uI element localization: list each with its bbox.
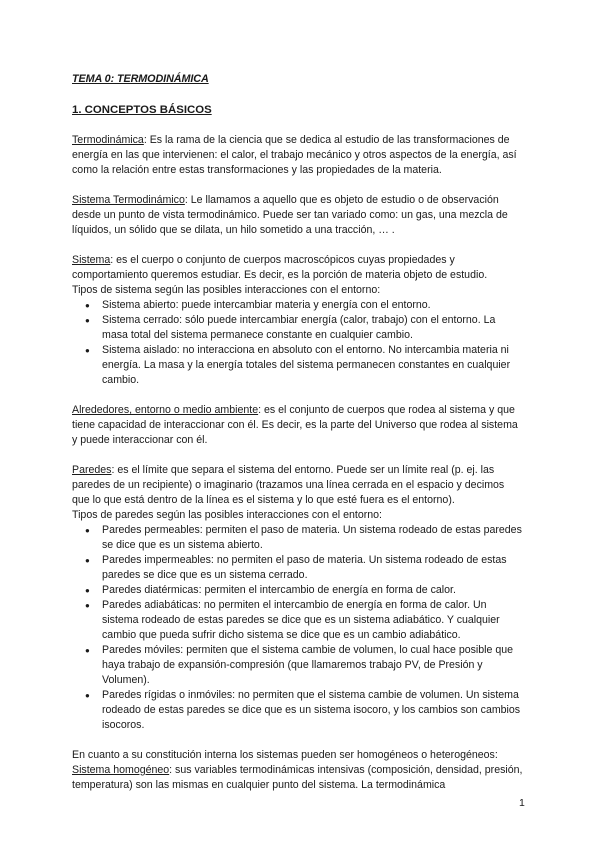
definition-termodinamica: : Es la rama de la ciencia que se dedica al estudio de las transformaciones de energía en las que intervienen: el calor, el trabajo mecánico y otros aspectos de la energía, así como la relación entre estas transformaciones y las propiedades de la materia. — [72, 134, 517, 176]
sistema-types-intro: Tipos de sistema según las posibles interacciones con el entorno: — [72, 284, 381, 296]
definition-sistema-homogeneo: : sus variables termodinámicas intensivas (composición, densidad, presión, temperatura) son las mismas en cualquier punto del sistema. La termodinámica — [72, 764, 523, 791]
paragraph-alrededores — [72, 403, 524, 448]
sistema-types-list — [72, 298, 524, 388]
definition-alrededores: : es el conjunto de cuerpos que rodea al sistema y que tiene capacidad de interaccionar con él. Es decir, es la parte del Universo que rodea al sistema y puede interaccionar con él. — [72, 404, 518, 446]
list-item: ● Sistema cerrado: sólo puede intercambiar energía (calor, trabajo) con el entorno. La masa total del sistema permanece constante en cualquier cambio. — [102, 313, 524, 343]
section-constitucion — [72, 748, 524, 793]
document-title: TEMA 0: TERMODINÁMICA — [72, 73, 209, 85]
term-paredes: Paredes — [72, 464, 112, 476]
list-item: ● Paredes rígidas o inmóviles: no permiten que el sistema cambie de volumen. Un sistema rodeado de estas paredes se dice que es un sistema isocoro, y los cambios son cambios isocoros. — [102, 688, 524, 733]
list-item: ● Paredes impermeables: no permiten el paso de materia. Un sistema rodeado de estas paredes se dice que es un sistema cerrado. — [102, 553, 524, 583]
list-item: ● Sistema abierto: puede intercambiar materia y energía con el entorno. — [102, 298, 524, 313]
paragraph-termodinamica — [72, 133, 524, 178]
section-paredes — [72, 463, 524, 733]
definition-sistema: : es el cuerpo o conjunto de cuerpos macroscópicos cuyas propiedades y comportamiento queremos estudiar. Es decir, es la porción de materia objeto de estudio. — [72, 254, 488, 281]
list-item: ● Paredes permeables: permiten el paso de materia. Un sistema rodeado de estas paredes se dice que es un sistema abierto. — [102, 523, 524, 553]
definition-paredes: : es el límite que separa el sistema del entorno. Puede ser un límite real (p. ej. las paredes de un recipiente) o imaginario (trazamos una línea cerrada en el espacio y decimos que lo que está dentro de la línea es el sistema y lo que esté fuera es el entorno). — [72, 464, 505, 506]
term-sistema: Sistema — [72, 254, 111, 266]
paragraph-paredes — [72, 463, 524, 508]
list-item: ● Paredes adiabáticas: no permiten el intercambio de energía en forma de calor. Un sistema rodeado de estas paredes se dice que es un sistema adiabático. Y cualquier cambio que pueda sufrir dicho sistema se dice que es un cambio adiabático. — [102, 598, 524, 643]
term-sistema-homogeneo: Sistema homogéneo — [72, 764, 170, 776]
paredes-types-intro: Tipos de paredes según las posibles interacciones con el entorno: — [72, 509, 382, 521]
term-alrededores: Alrededores, entorno o medio ambiente — [72, 404, 259, 416]
document-body — [72, 72, 524, 793]
list-item: ● Paredes diatérmicas: permiten el intercambio de energía en forma de calor. — [102, 583, 524, 598]
section-heading: 1. CONCEPTOS BÁSICOS — [72, 104, 212, 116]
paragraph-sistema-homogeneo — [72, 763, 524, 793]
page-number: 1 — [519, 797, 525, 809]
paragraph-sistema — [72, 253, 524, 283]
term-termodinamica: Termodinámica — [72, 134, 144, 146]
definition-sistema-termodinamico: : Le llamamos a aquello que es objeto de estudio o de observación desde un punto de vista termodinámico. Puede ser tan variado como: un gas, una mezcla de líquidos, un sólido que se dilata, un hilo sometido a una tracción, … . — [72, 194, 508, 236]
section-sistema — [72, 253, 524, 388]
paredes-types-list — [72, 523, 524, 733]
paragraph-sistema-termodinamico — [72, 193, 524, 238]
term-sistema-termodinamico: Sistema Termodinámico — [72, 194, 185, 206]
list-item: ● Paredes móviles: permiten que el sistema cambie de volumen, lo cual hace posible que haya trabajo de expansión-compresión (que llamaremos trabajo PV, de Presión y Volumen). — [102, 643, 524, 688]
list-item: ● Sistema aislado: no interacciona en absoluto con el entorno. No intercambia materia ni energía. La masa y la energía totales del sistema permanecen constantes en cualquier cambio. — [102, 343, 524, 388]
constitucion-intro: En cuanto a su constitución interna los sistemas pueden ser homogéneos o heterogéneos: — [72, 749, 498, 761]
